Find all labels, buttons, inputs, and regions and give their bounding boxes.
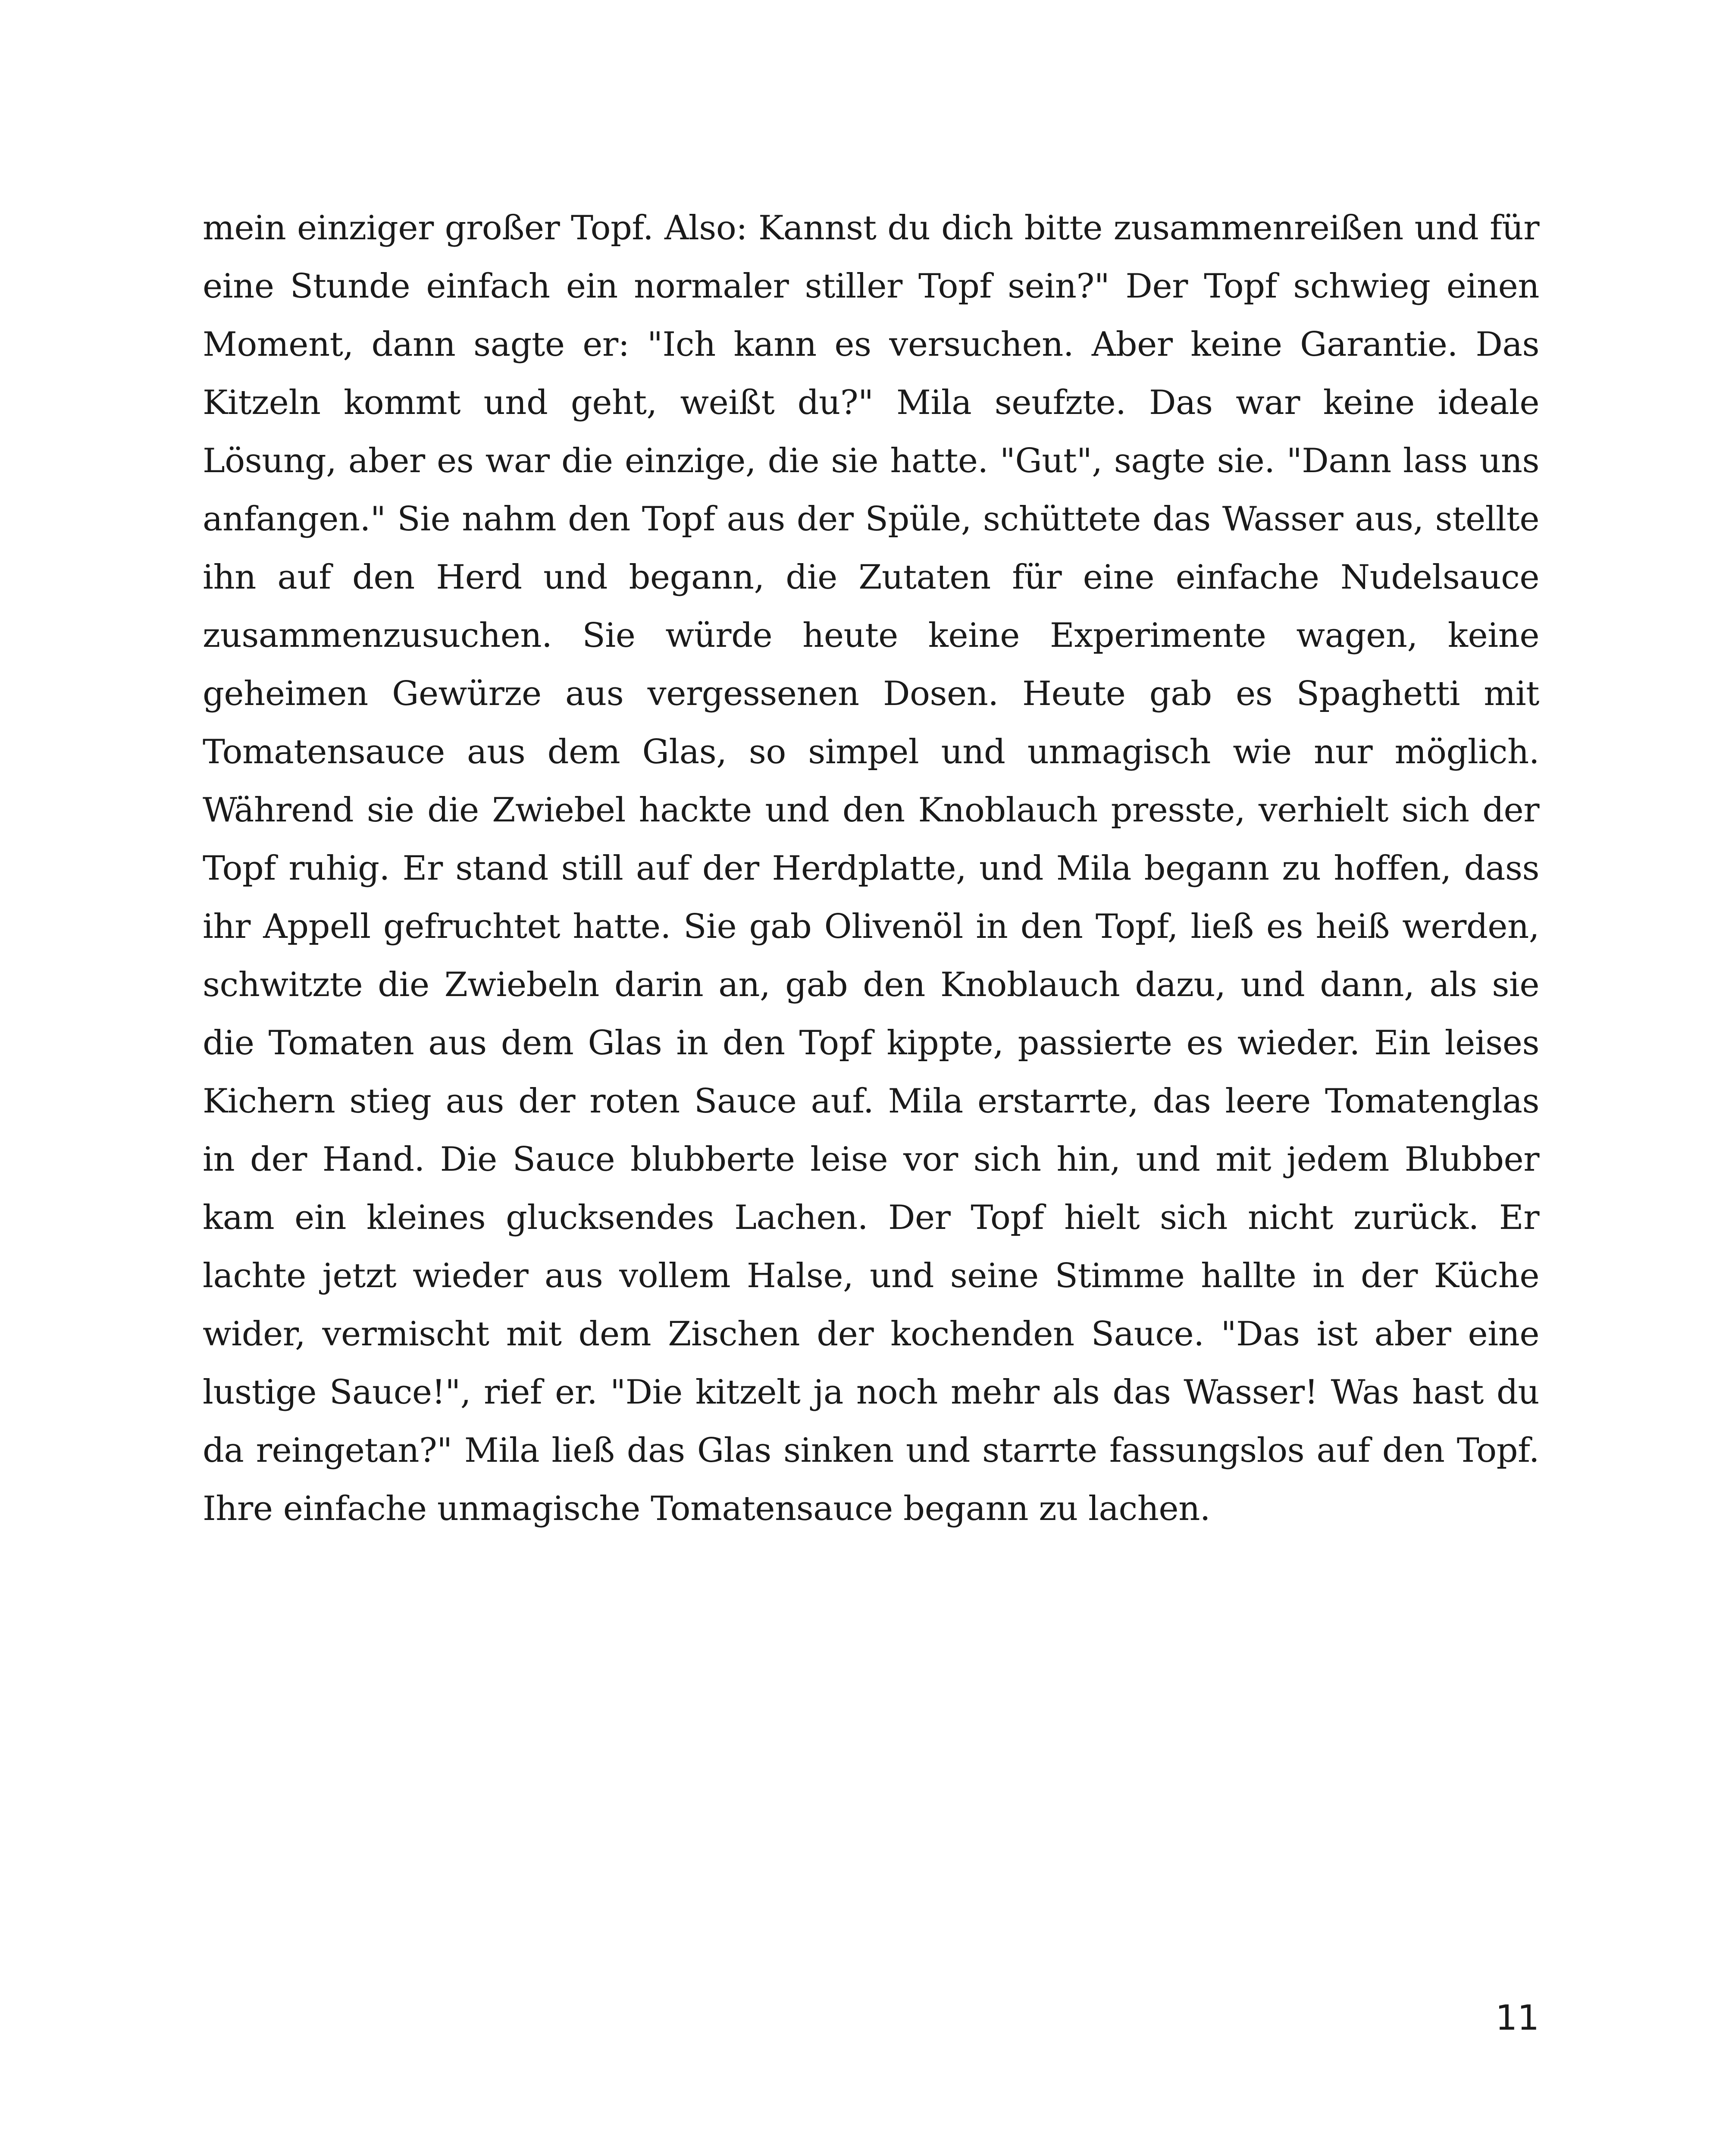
page-number: 11 [1495,1998,1539,2038]
body-paragraph: mein einziger großer Topf. Also: Kannst du dich bitte zusammenreißen und für eine Stunde einfach ein normaler stiller Topf sein?" Der Topf schwieg einen Moment, dann sagte er: "Ich kann es versuchen. Aber keine Garantie. Das Kitzeln kommt und geht, weißt du?" Mila seufzte. Das war keine ideale Lösung, aber es war die einzige, die sie hatte. "Gut", sagte sie. "Dann lass uns anfangen." Sie nahm den Topf aus der Spüle, schüttete das Wasser aus, stellte ihn auf den Herd und begann, die Zutaten für eine einfache Nudelsauce zusammenzusuchen. Sie würde heute keine Experimente wagen, keine geheimen Gewürze aus vergessenen Dosen. Heute gab es Spaghetti mit Tomatensauce aus dem Glas, so simpel und unmagisch wie nur möglich. Während sie die Zwiebel hackte und den Knoblauch presste, verhielt sich der Topf ruhig. Er stand still auf der Herdplatte, und Mila begann zu hoffen, dass ihr Appell gefruchtet hatte. Sie gab Olivenöl in den Topf, ließ es heiß werden, schwitzte die Zwiebeln darin an, gab den Knoblauch dazu, und dann, als sie die Tomaten aus dem Glas in den Topf kippte, passierte es wieder. Ein leises Kichern stieg aus der roten Sauce auf. Mila erstarrte, das leere Tomatenglas in der Hand. Die Sauce blubberte leise vor sich hin, und mit jedem Blubber kam ein kleines glucksendes Lachen. Der Topf hielt sich nicht zurück. Er lachte jetzt wieder aus vollem Halse, und seine Stimme hallte in der Küche wider, vermischt mit dem Zischen der kochenden Sauce. "Das ist aber eine lustige Sauce!", rief er. "Die kitzelt ja noch mehr als das Wasser! Was hast du da reingetan?" Mila ließ das Glas sinken und starrte fassungslos auf den Topf. Ihre einfache unmagische Tomatensauce begann zu lachen. [203,209,1539,1528]
